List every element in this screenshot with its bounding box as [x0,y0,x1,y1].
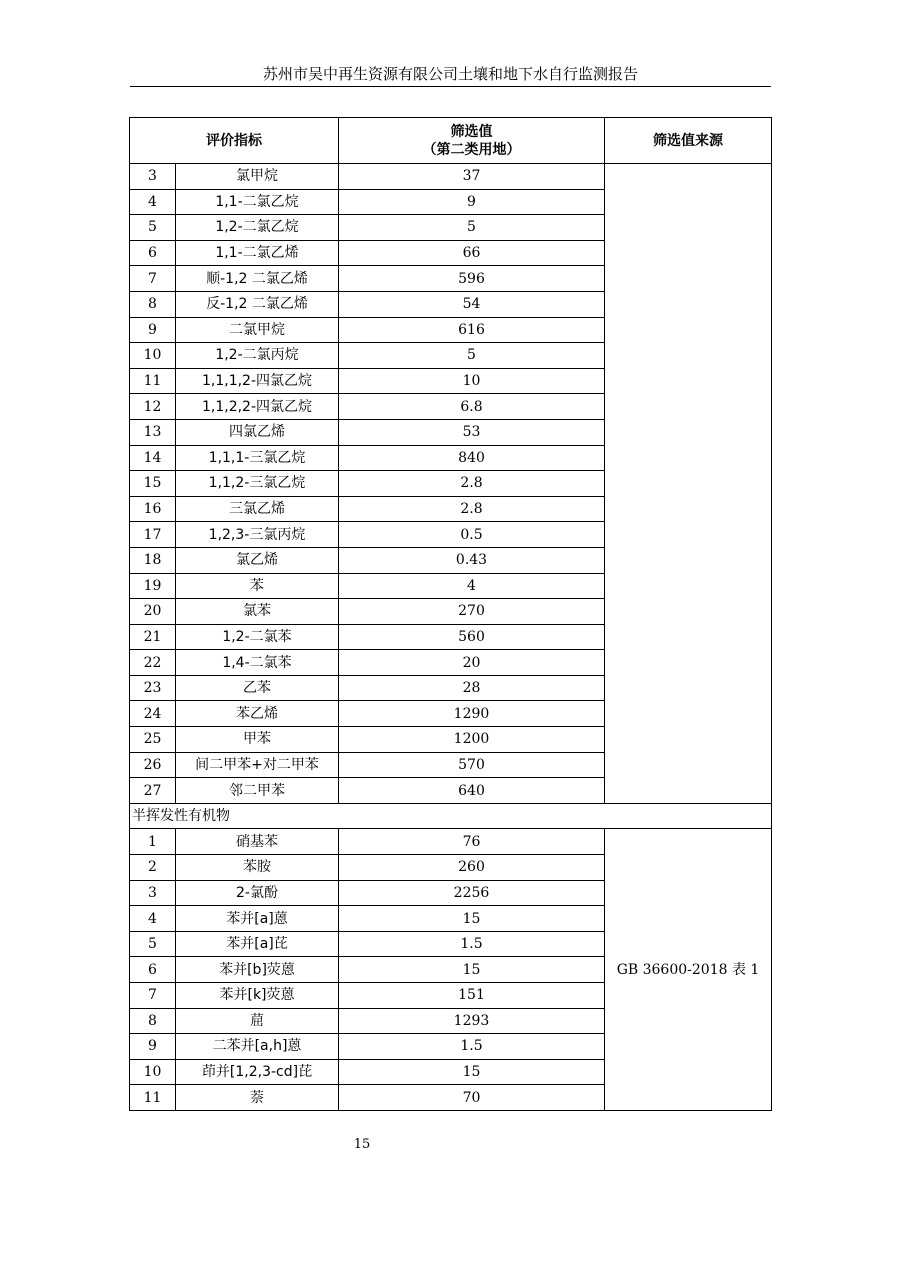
indicator-name: 氯甲烷 [176,164,339,190]
indicator-name: 苯并[b]荧蒽 [176,957,339,983]
screening-value: 1293 [339,1008,605,1034]
row-number: 4 [130,189,176,215]
indicator-name: 1,1,2,2-四氯乙烷 [176,394,339,420]
screening-value: 596 [339,266,605,292]
indicator-name: 1,1-二氯乙烯 [176,240,339,266]
section-title: 半挥发性有机物 [130,803,772,829]
section-row [130,803,772,829]
indicator-name: 1,2-二氯丙烷 [176,343,339,369]
screening-value: 1.5 [339,1034,605,1060]
header-screening-value [339,118,605,164]
screening-value: 270 [339,599,605,625]
screening-values-table [129,117,772,1111]
indicator-name: 苯 [176,573,339,599]
row-number: 3 [130,880,176,906]
screening-value: 53 [339,419,605,445]
row-number: 4 [130,906,176,932]
screening-value: 570 [339,752,605,778]
screening-value: 15 [339,1059,605,1085]
section-semivolatile [130,803,772,829]
page-header-title: 苏州市吴中再生资源有限公司土壤和地下水自行监测报告 [262,65,638,83]
row-number: 7 [130,266,176,292]
screening-value: 5 [339,343,605,369]
row-number: 14 [130,445,176,471]
indicator-name: 苯并[k]荧蒽 [176,983,339,1009]
source-cell: GB 36600-2018 表 1 [605,829,772,1111]
row-number: 13 [130,419,176,445]
header-source: 筛选值来源 [605,118,772,164]
indicator-name: 苯并[a]芘 [176,931,339,957]
indicator-name: 1,2-二氯乙烷 [176,215,339,241]
indicator-name: 三氯乙烯 [176,496,339,522]
table-row [130,829,772,855]
screening-value: 20 [339,650,605,676]
row-number: 18 [130,547,176,573]
screening-value: 15 [339,957,605,983]
screening-value: 70 [339,1085,605,1111]
indicator-name: 乙苯 [176,675,339,701]
source-cell [605,164,772,804]
indicator-name: 甲苯 [176,727,339,753]
indicator-name: 邻二甲苯 [176,778,339,804]
screening-value: 6.8 [339,394,605,420]
indicator-name: 顺-1,2 二氯乙烯 [176,266,339,292]
screening-value: 76 [339,829,605,855]
row-number: 7 [130,983,176,1009]
indicator-name: 1,1-二氯乙烷 [176,189,339,215]
screening-value: 0.43 [339,547,605,573]
header-screening-value-line1: 筛选值 [450,123,493,140]
row-number: 11 [130,368,176,394]
screening-value: 260 [339,855,605,881]
header-screening-value-line2: （第二类用地） [422,141,521,158]
row-number: 8 [130,1008,176,1034]
header-rule [130,86,771,87]
screening-value: 2256 [339,880,605,906]
row-number: 3 [130,164,176,190]
semivolatile-organics-body [130,829,772,1111]
indicator-name: 茚并[1,2,3-cd]芘 [176,1059,339,1085]
table-row [130,164,772,190]
page-number: 15 [353,1137,371,1152]
row-number: 25 [130,727,176,753]
screening-value: 616 [339,317,605,343]
screening-value: 2.8 [339,496,605,522]
screening-value: 640 [339,778,605,804]
screening-value: 1290 [339,701,605,727]
indicator-name: 二氯甲烷 [176,317,339,343]
row-number: 10 [130,343,176,369]
screening-value: 0.5 [339,522,605,548]
row-number: 9 [130,1034,176,1060]
screening-value: 66 [339,240,605,266]
screening-value: 9 [339,189,605,215]
indicator-name: 四氯乙烯 [176,419,339,445]
row-number: 5 [130,931,176,957]
row-number: 6 [130,957,176,983]
row-number: 15 [130,471,176,497]
row-number: 6 [130,240,176,266]
row-number: 26 [130,752,176,778]
indicator-name: 硝基苯 [176,829,339,855]
row-number: 16 [130,496,176,522]
screening-value: 4 [339,573,605,599]
screening-value: 10 [339,368,605,394]
screening-value: 54 [339,291,605,317]
row-number: 9 [130,317,176,343]
indicator-name: 二苯并[a,h]蒽 [176,1034,339,1060]
volatile-organics-body [130,164,772,804]
indicator-name: 1,2,3-三氯丙烷 [176,522,339,548]
indicator-name: 苯并[a]蒽 [176,906,339,932]
indicator-name: 1,1,2-三氯乙烷 [176,471,339,497]
indicator-name: 䓛 [176,1008,339,1034]
indicator-name: 苯胺 [176,855,339,881]
indicator-name: 萘 [176,1085,339,1111]
indicator-name: 氯苯 [176,599,339,625]
row-number: 24 [130,701,176,727]
row-number: 2 [130,855,176,881]
screening-value: 2.8 [339,471,605,497]
screening-value: 560 [339,624,605,650]
screening-value: 37 [339,164,605,190]
row-number: 17 [130,522,176,548]
row-number: 11 [130,1085,176,1111]
screening-value: 1.5 [339,931,605,957]
indicator-name: 间二甲苯+对二甲苯 [176,752,339,778]
indicator-name: 1,1,1,2-四氯乙烷 [176,368,339,394]
row-number: 21 [130,624,176,650]
screening-value: 28 [339,675,605,701]
indicator-name: 1,2-二氯苯 [176,624,339,650]
row-number: 22 [130,650,176,676]
indicator-name: 苯乙烯 [176,701,339,727]
row-number: 1 [130,829,176,855]
indicator-name: 氯乙烯 [176,547,339,573]
table-header-row [130,118,772,164]
screening-value: 1200 [339,727,605,753]
screening-value: 15 [339,906,605,932]
row-number: 8 [130,291,176,317]
screening-value: 151 [339,983,605,1009]
row-number: 5 [130,215,176,241]
row-number: 12 [130,394,176,420]
indicator-name: 反-1,2 二氯乙烯 [176,291,339,317]
row-number: 23 [130,675,176,701]
row-number: 19 [130,573,176,599]
indicator-name: 1,4-二氯苯 [176,650,339,676]
row-number: 10 [130,1059,176,1085]
header-indicator: 评价指标 [130,118,339,164]
screening-value: 840 [339,445,605,471]
indicator-name: 2-氯酚 [176,880,339,906]
indicator-name: 1,1,1-三氯乙烷 [176,445,339,471]
row-number: 27 [130,778,176,804]
screening-value: 5 [339,215,605,241]
row-number: 20 [130,599,176,625]
